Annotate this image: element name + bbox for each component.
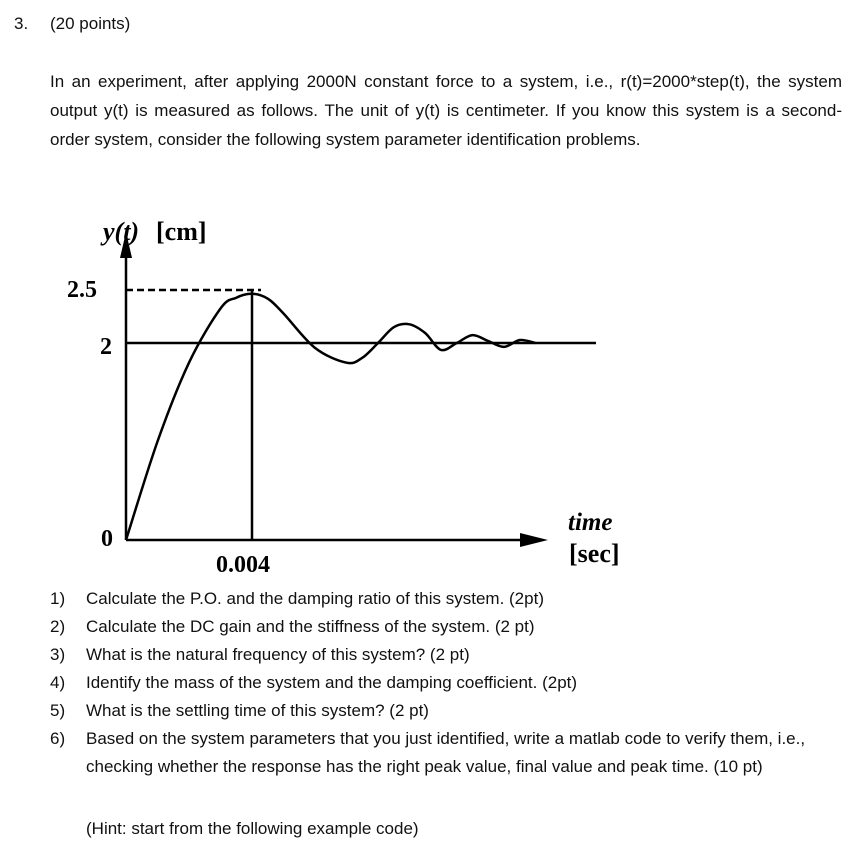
x-axis-label-unit: [sec] — [569, 539, 620, 568]
list-item-text: Calculate the DC gain and the stiffness of the system. (2 pt) — [86, 617, 535, 636]
tick-final-value: 2 — [100, 334, 112, 360]
question-points: (20 points) — [50, 14, 131, 33]
list-item-text: What is the natural frequency of this system? (2 pt) — [86, 645, 470, 664]
question-list — [50, 585, 842, 781]
y-axis-label-unit: [cm] — [156, 217, 207, 246]
list-item — [50, 725, 842, 781]
tick-peak-time: 0.004 — [216, 552, 270, 578]
y-axis-label-var: y(t) — [103, 217, 140, 246]
question-number: 3. — [14, 14, 29, 33]
list-item-number: 5) — [50, 701, 66, 720]
list-item-text: What is the settling time of this system? (2 pt) — [86, 701, 429, 720]
list-item-number: 3) — [50, 645, 66, 664]
step-response-chart — [0, 200, 859, 585]
list-item-text: Based on the system parameters that you just identified, write a matlab code to verify them, i.e., checking whether the response has the right peak value, final value and peak time. (10 pt) — [86, 729, 806, 776]
x-axis-label-time: time — [568, 509, 613, 536]
tick-origin: 0 — [101, 526, 113, 552]
hint-text: (Hint: start from the following example code) — [86, 819, 419, 838]
list-item — [50, 697, 842, 725]
list-item-number: 6) — [50, 729, 66, 748]
question-intro: In an experiment, after applying 2000N constant force to a system, i.e., r(t)=2000*step(t), the system output y(t) is measured as follows. The unit of y(t) is centimeter. If you know this system is a second-order system, consider the following system parameter identification problems. — [50, 72, 842, 149]
list-item-number: 2) — [50, 617, 66, 636]
list-item — [50, 585, 842, 613]
x-axis-arrow — [520, 533, 548, 547]
list-item-text: Calculate the P.O. and the damping ratio of this system. (2pt) — [86, 589, 544, 608]
list-item-number: 1) — [50, 589, 66, 608]
list-item-number: 4) — [50, 673, 66, 692]
step-response-figure — [0, 200, 859, 585]
list-item — [50, 641, 842, 669]
response-curve — [126, 294, 536, 540]
list-item — [50, 613, 842, 641]
tick-peak-value: 2.5 — [67, 277, 97, 303]
list-item-text: Identify the mass of the system and the damping coefficient. (2pt) — [86, 673, 578, 692]
list-item — [50, 669, 842, 697]
